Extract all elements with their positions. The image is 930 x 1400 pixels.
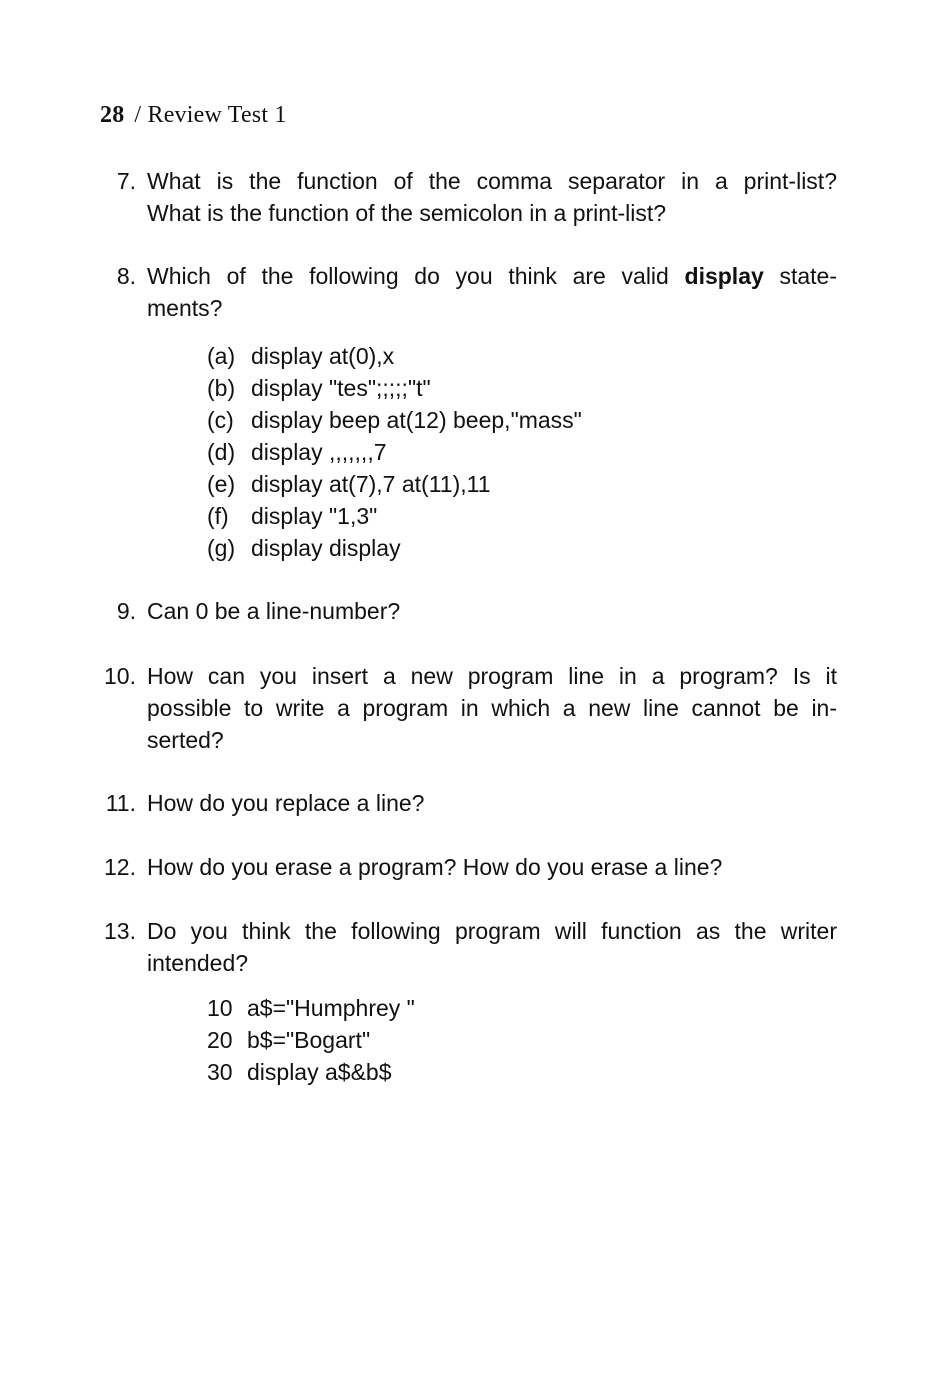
option-item [207, 372, 582, 404]
program-line [207, 1056, 415, 1088]
program-code: a$="Humphrey " [247, 995, 415, 1021]
option-item [207, 436, 582, 468]
option-text: display "1,3" [251, 503, 378, 529]
program-code: b$="Bogart" [247, 1027, 371, 1053]
section-title: Review Test 1 [147, 102, 287, 128]
line-number: 10 [207, 995, 233, 1021]
program-line [207, 992, 415, 1024]
line-number: 30 [207, 1059, 233, 1085]
question-text [147, 787, 837, 819]
question-line-text: state- [779, 263, 838, 289]
question-text [147, 595, 837, 627]
option-text: display at(7),7 at(11),11 [251, 471, 491, 497]
question-number: 12. [104, 854, 136, 880]
question-text [147, 915, 837, 979]
option-label: (b) [207, 375, 236, 401]
option-text: display display [251, 535, 401, 561]
question-line: What is the function of the semicolon in a print-list? [147, 200, 667, 226]
question-text [147, 165, 837, 229]
question-line: What is the function of the comma separator in a print-list? [147, 168, 837, 194]
option-label: (a) [207, 343, 236, 369]
question-line: ments? [147, 295, 223, 321]
option-item [207, 500, 582, 532]
option-item [207, 532, 582, 564]
option-item [207, 404, 582, 436]
header-separator: / [134, 102, 142, 128]
question-line: possible to write a program in which a new line cannot be in- [147, 695, 837, 721]
question-line-text: Which of the following do you think are valid [147, 263, 669, 289]
option-item [207, 468, 582, 500]
option-label: (d) [207, 439, 236, 465]
option-label: (f) [207, 503, 229, 529]
program-line [207, 1024, 415, 1056]
keyword-display: display [684, 263, 764, 289]
line-number: 20 [207, 1027, 233, 1053]
question-number: 9. [116, 598, 136, 624]
question-line: How can you insert a new program line in a program? Is it [147, 663, 837, 689]
page-number: 28 [100, 102, 125, 128]
question-text [147, 260, 837, 324]
question-number: 13. [104, 918, 136, 944]
option-label: (g) [207, 535, 236, 561]
question-text [147, 660, 837, 756]
option-label: (c) [207, 407, 234, 433]
question-line: Do you think the following program will function as the writer [147, 918, 837, 944]
option-label: (e) [207, 471, 236, 497]
option-item [207, 340, 582, 372]
option-text: display beep at(12) beep,"mass" [251, 407, 582, 433]
question-line: Can 0 be a line-number? [147, 598, 401, 624]
question-line: How do you replace a line? [147, 790, 425, 816]
program-listing [207, 992, 415, 1088]
options-list [207, 340, 582, 564]
question-number: 10. [104, 663, 136, 689]
question-line: How do you erase a program? How do you erase a line? [147, 854, 723, 880]
option-text: display "tes";;;;;"t" [251, 375, 431, 401]
question-number: 8. [116, 263, 136, 289]
question-line: serted? [147, 727, 224, 753]
running-head [100, 102, 287, 129]
option-text: display ,,,,,,,7 [251, 439, 387, 465]
question-line: intended? [147, 950, 249, 976]
question-number: 11. [105, 790, 136, 816]
question-text [147, 851, 837, 883]
option-text: display at(0),x [251, 343, 395, 369]
question-number: 7. [116, 168, 136, 194]
question-line [147, 260, 837, 292]
program-code: display a$&b$ [247, 1059, 392, 1085]
